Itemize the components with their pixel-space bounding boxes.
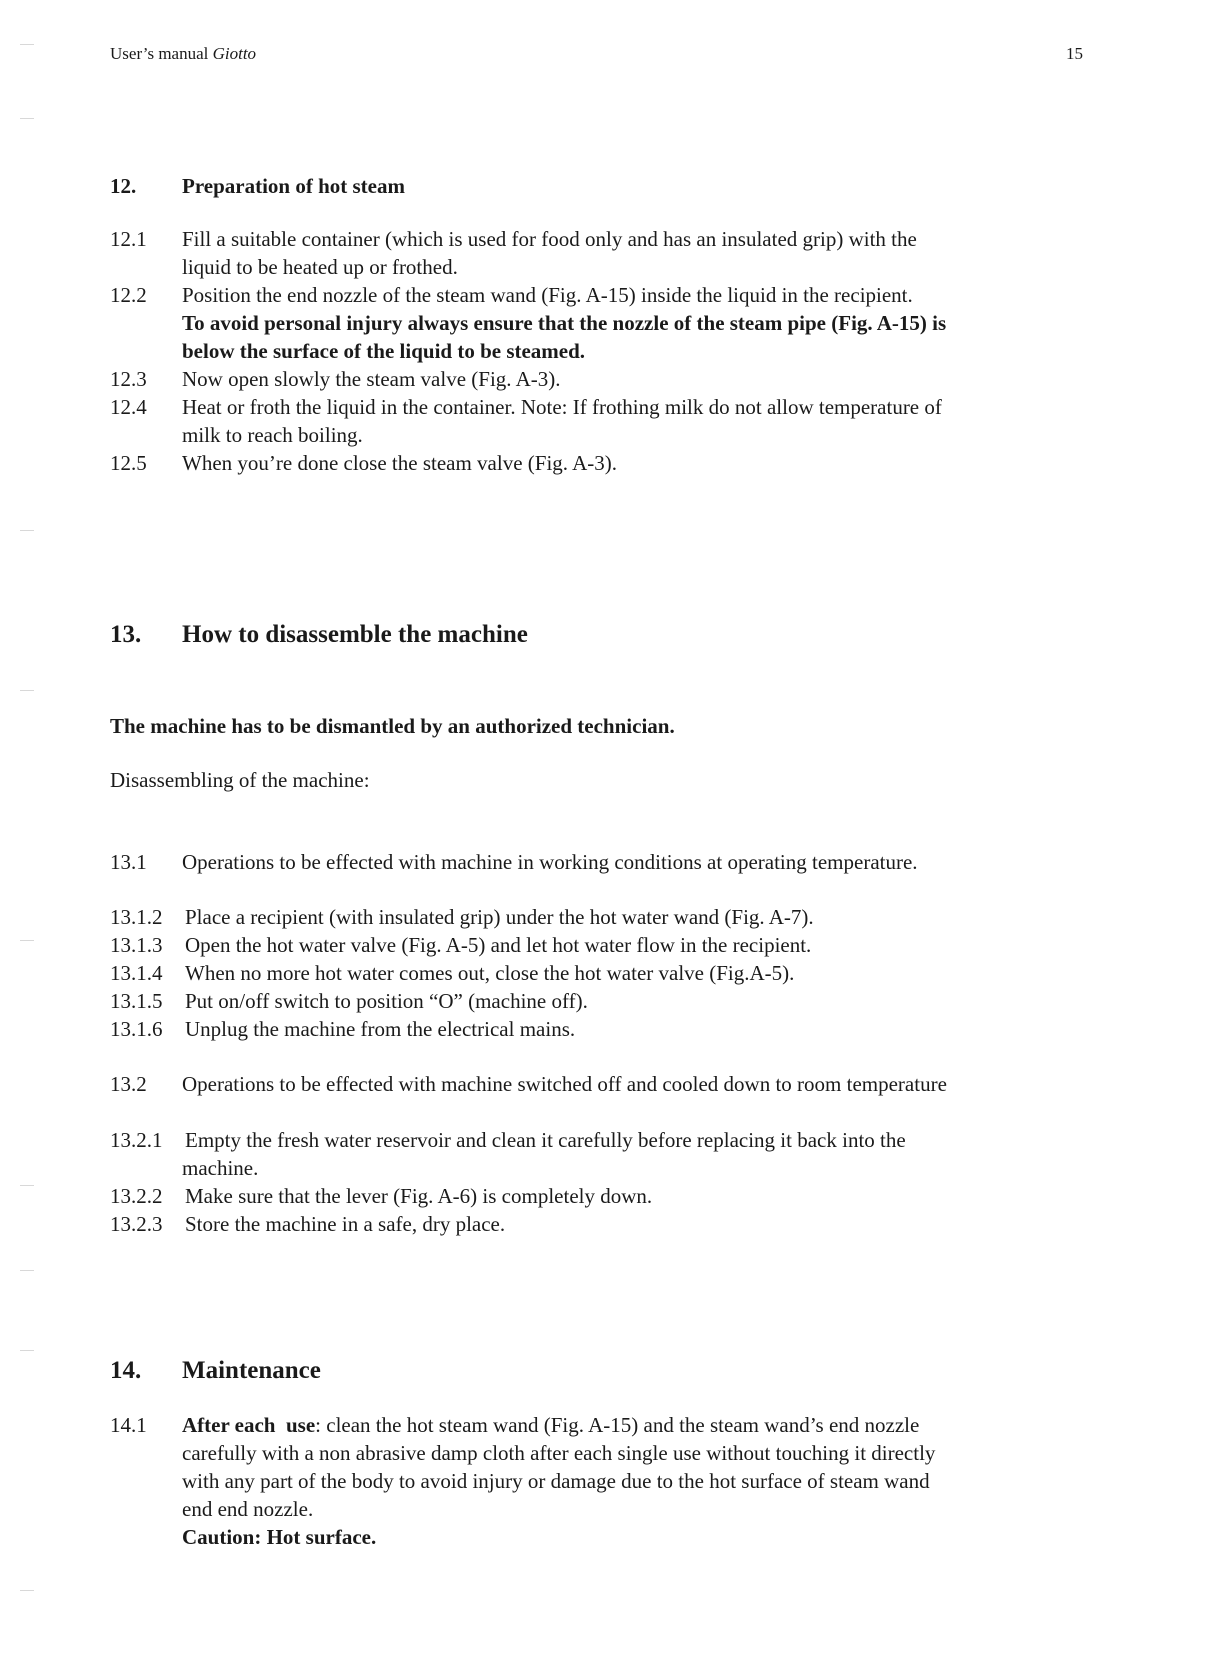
lead-rest: : clean the hot steam wand (Fig. A-15) and the steam wand’s end nozzle: [315, 1413, 920, 1437]
item-number: 13.2.3: [110, 1212, 163, 1236]
margin-mark: [20, 1270, 34, 1271]
item-number: 12.4: [110, 395, 147, 419]
item-text: Open the hot water valve (Fig. A-5) and let hot water flow in the recipient.: [185, 933, 812, 957]
item-text: Store the machine in a safe, dry place.: [185, 1212, 506, 1236]
item-text: machine.: [182, 1156, 259, 1180]
item-text: Now open slowly the steam valve (Fig. A-3).: [182, 367, 561, 391]
section-number: 14.: [110, 1357, 142, 1384]
item-text: Operations to be effected with machine switched off and cooled down to room temperature: [182, 1072, 947, 1096]
running-header: [110, 44, 256, 64]
item-text: Place a recipient (with insulated grip) under the hot water wand (Fig. A-7).: [185, 905, 814, 929]
item-text: end end nozzle.: [182, 1497, 314, 1521]
item-text: Put on/off switch to position “O” (machine off).: [185, 989, 588, 1013]
item-text: [182, 1411, 919, 1439]
margin-mark: [20, 1350, 34, 1351]
page-number: 15: [1066, 44, 1083, 63]
item-number: 13.2.1: [110, 1128, 163, 1152]
item-number: 13.1.2: [110, 905, 163, 929]
item-number: 14.1: [110, 1413, 147, 1437]
lead-bold: After each use: [182, 1413, 316, 1437]
item-number: 13.2: [110, 1072, 147, 1096]
item-text: liquid to be heated up or frothed.: [182, 255, 458, 279]
margin-mark: [20, 690, 34, 691]
item-text: Operations to be effected with machine in working conditions at operating temperature.: [182, 850, 918, 874]
caution-text: Caution: Hot surface.: [182, 1525, 377, 1549]
header-title: User’s manual: [110, 44, 213, 63]
item-text: Heat or froth the liquid in the container. Note: If frothing milk do not allow temperature of: [182, 395, 942, 419]
item-number: 12.1: [110, 227, 147, 251]
section-number: 13.: [110, 621, 142, 648]
item-text: Empty the fresh water reservoir and clean it carefully before replacing it back into the: [185, 1128, 906, 1152]
item-text: Position the end nozzle of the steam wand (Fig. A-15) inside the liquid in the recipient.: [182, 283, 913, 307]
margin-mark: [20, 530, 34, 531]
disassembly-intro: Disassembling of the machine:: [110, 768, 370, 792]
item-text: When no more hot water comes out, close the hot water valve (Fig.A-5).: [185, 961, 795, 985]
header-product-name: Giotto: [212, 44, 257, 63]
margin-mark: [20, 940, 34, 941]
margin-mark: [20, 1185, 34, 1186]
item-text: Fill a suitable container (which is used for food only and has an insulated grip) with the: [182, 227, 917, 251]
technician-warning: The machine has to be dismantled by an authorized technician.: [110, 714, 675, 738]
margin-mark: [20, 44, 34, 45]
section-number: 12.: [110, 174, 137, 198]
item-text: milk to reach boiling.: [182, 423, 363, 447]
item-number: 13.1.3: [110, 933, 163, 957]
section-title: How to disassemble the machine: [182, 621, 528, 648]
warning-text: below the surface of the liquid to be steamed.: [182, 339, 586, 363]
item-number: 12.5: [110, 451, 147, 475]
item-text: Make sure that the lever (Fig. A-6) is completely down.: [185, 1184, 653, 1208]
item-number: 12.2: [110, 283, 147, 307]
section-title: Maintenance: [182, 1357, 321, 1384]
item-number: 13.1: [110, 850, 147, 874]
item-number: 13.2.2: [110, 1184, 163, 1208]
item-text: When you’re done close the steam valve (Fig. A-3).: [182, 451, 618, 475]
item-number: 13.1.4: [110, 961, 163, 985]
warning-text: To avoid personal injury always ensure that the nozzle of the steam pipe (Fig. A-15) is: [182, 311, 947, 335]
margin-mark: [20, 118, 34, 119]
section-title: Preparation of hot steam: [182, 174, 405, 198]
item-text: with any part of the body to avoid injury or damage due to the hot surface of steam wand: [182, 1469, 930, 1493]
item-number: 13.1.6: [110, 1017, 163, 1041]
item-text: carefully with a non abrasive damp cloth after each single use without touching it directly: [182, 1441, 936, 1465]
item-text: Unplug the machine from the electrical mains.: [185, 1017, 576, 1041]
item-number: 13.1.5: [110, 989, 163, 1013]
item-number: 12.3: [110, 367, 147, 391]
margin-mark: [20, 1590, 34, 1591]
